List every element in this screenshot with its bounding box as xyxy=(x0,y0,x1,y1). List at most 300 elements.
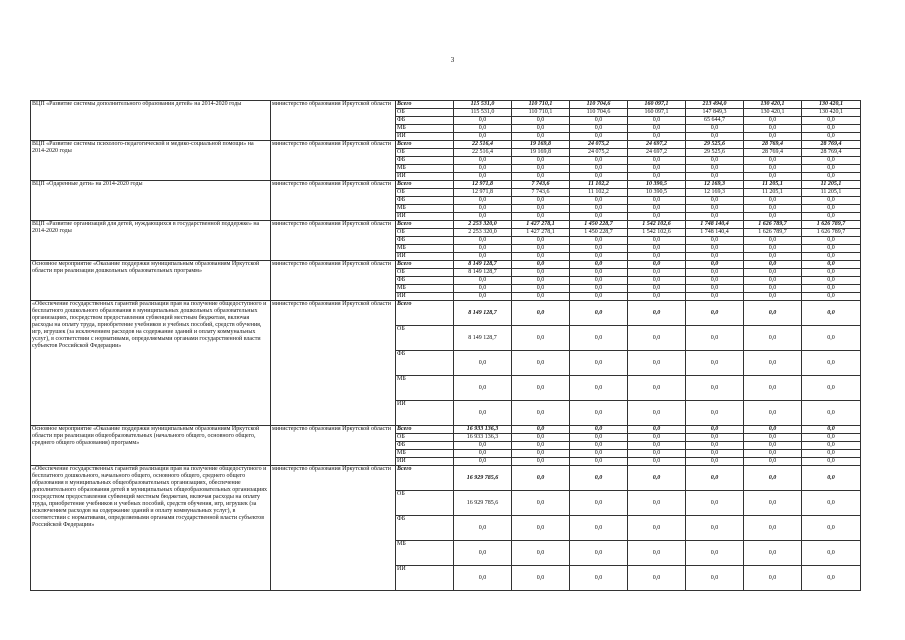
amount-cell: 0,0 xyxy=(744,165,802,173)
amount-cell: 0,0 xyxy=(454,458,512,466)
amount-cell: 0,0 xyxy=(802,269,861,277)
amount-cell: 130 420,1 xyxy=(744,109,802,117)
amount-cell: 0,0 xyxy=(744,125,802,133)
funding-source: Всего xyxy=(396,221,454,229)
funding-source: МБ xyxy=(396,205,454,213)
amount-cell: 0,0 xyxy=(802,426,861,434)
amount-cell: 0,0 xyxy=(512,491,570,516)
amount-cell: 0,0 xyxy=(802,442,861,450)
amount-cell: 19 169,8 xyxy=(512,149,570,157)
amount-cell: 0,0 xyxy=(744,426,802,434)
amount-cell: 0,0 xyxy=(686,197,744,205)
funding-source: ИИ xyxy=(396,566,454,591)
amount-cell: 11 102,2 xyxy=(570,181,628,189)
amount-cell: 0,0 xyxy=(686,245,744,253)
amount-cell: 16 933 136,3 xyxy=(454,434,512,442)
amount-cell: 0,0 xyxy=(454,351,512,376)
amount-cell: 11 205,1 xyxy=(802,189,861,197)
amount-cell: 0,0 xyxy=(512,434,570,442)
funding-source: ОБ xyxy=(396,434,454,442)
amount-cell: 0,0 xyxy=(512,237,570,245)
amount-cell: 0,0 xyxy=(570,173,628,181)
amount-cell: 1 542 102,6 xyxy=(628,229,686,237)
amount-cell: 0,0 xyxy=(744,351,802,376)
amount-cell: 24 697,2 xyxy=(628,149,686,157)
amount-cell: 213 494,0 xyxy=(686,101,744,109)
amount-cell: 0,0 xyxy=(512,117,570,125)
amount-cell: 0,0 xyxy=(512,125,570,133)
amount-cell: 0,0 xyxy=(570,293,628,301)
amount-cell: 0,0 xyxy=(628,277,686,285)
amount-cell: 7 743,6 xyxy=(512,181,570,189)
amount-cell: 0,0 xyxy=(628,351,686,376)
table-row xyxy=(31,101,861,109)
amount-cell: 28 769,4 xyxy=(744,141,802,149)
amount-cell: 0,0 xyxy=(686,426,744,434)
amount-cell: 0,0 xyxy=(454,205,512,213)
amount-cell: 0,0 xyxy=(570,541,628,566)
amount-cell: 24 075,2 xyxy=(570,149,628,157)
amount-cell: 0,0 xyxy=(454,125,512,133)
amount-cell: 0,0 xyxy=(802,237,861,245)
amount-cell: 0,0 xyxy=(686,466,744,491)
amount-cell: 0,0 xyxy=(454,165,512,173)
amount-cell: 0,0 xyxy=(744,401,802,426)
amount-cell: 8 149 128,7 xyxy=(454,301,512,326)
amount-cell: 0,0 xyxy=(570,253,628,261)
amount-cell: 0,0 xyxy=(512,157,570,165)
amount-cell: 1 626 789,7 xyxy=(744,229,802,237)
amount-cell: 0,0 xyxy=(454,245,512,253)
amount-cell: 0,0 xyxy=(570,466,628,491)
amount-cell: 0,0 xyxy=(744,213,802,221)
program-name: ВЦП «Развитие организаций для детей, нуждающихся в государственной поддержке» на 2014-2020 годы xyxy=(31,221,271,261)
program-name: «Обеспечение государственных гарантий реализации прав на получение общедоступного и бесплатного дошкольного образования в муниципальных дошкольных образовательных организациях, посредством предоставления субвенций местным бюджетам, включая расходы на оплату труда, приобретение учебников и учебных пособий, средств обучения, игр, игрушек (за исключением расходов на содержание зданий и оплату коммунальных услуг), в соответствии с нормативами, определяемыми органами государственной власти субъектов Российской Федерации» xyxy=(31,301,271,426)
amount-cell: 0,0 xyxy=(454,566,512,591)
amount-cell: 0,0 xyxy=(802,165,861,173)
amount-cell: 0,0 xyxy=(570,277,628,285)
amount-cell: 0,0 xyxy=(802,466,861,491)
amount-cell: 0,0 xyxy=(454,133,512,141)
amount-cell: 0,0 xyxy=(744,285,802,293)
funding-source: ФБ xyxy=(396,442,454,450)
amount-cell: 0,0 xyxy=(454,237,512,245)
amount-cell: 0,0 xyxy=(744,541,802,566)
amount-cell: 0,0 xyxy=(628,157,686,165)
amount-cell: 0,0 xyxy=(744,566,802,591)
amount-cell: 0,0 xyxy=(628,442,686,450)
funding-source: ФБ xyxy=(396,351,454,376)
amount-cell: 147 849,3 xyxy=(686,109,744,117)
amount-cell: 0,0 xyxy=(454,277,512,285)
amount-cell: 0,0 xyxy=(628,269,686,277)
amount-cell: 0,0 xyxy=(686,133,744,141)
amount-cell: 0,0 xyxy=(512,426,570,434)
funding-source: ИИ xyxy=(396,401,454,426)
amount-cell: 11 102,2 xyxy=(570,189,628,197)
amount-cell: 0,0 xyxy=(454,376,512,401)
amount-cell: 1 542 102,6 xyxy=(628,221,686,229)
amount-cell: 0,0 xyxy=(744,261,802,269)
funding-source: ФБ xyxy=(396,237,454,245)
table-row xyxy=(31,301,861,326)
funding-source: ФБ xyxy=(396,197,454,205)
amount-cell: 0,0 xyxy=(512,205,570,213)
amount-cell: 0,0 xyxy=(512,197,570,205)
amount-cell: 0,0 xyxy=(802,351,861,376)
amount-cell: 0,0 xyxy=(686,401,744,426)
amount-cell: 0,0 xyxy=(570,442,628,450)
amount-cell: 0,0 xyxy=(512,541,570,566)
amount-cell: 0,0 xyxy=(802,197,861,205)
amount-cell: 0,0 xyxy=(512,466,570,491)
amount-cell: 0,0 xyxy=(744,269,802,277)
table-row xyxy=(31,181,861,189)
amount-cell: 16 929 785,6 xyxy=(454,466,512,491)
amount-cell: 0,0 xyxy=(454,285,512,293)
amount-cell: 1 748 140,4 xyxy=(686,221,744,229)
amount-cell: 115 531,0 xyxy=(454,101,512,109)
amount-cell: 130 420,1 xyxy=(744,101,802,109)
funding-source: ОБ xyxy=(396,229,454,237)
amount-cell: 0,0 xyxy=(454,516,512,541)
amount-cell: 0,0 xyxy=(802,293,861,301)
amount-cell: 0,0 xyxy=(744,301,802,326)
amount-cell: 0,0 xyxy=(802,125,861,133)
funding-source: Всего xyxy=(396,426,454,434)
amount-cell: 0,0 xyxy=(512,261,570,269)
amount-cell: 0,0 xyxy=(744,253,802,261)
amount-cell: 0,0 xyxy=(628,376,686,401)
amount-cell: 29 525,6 xyxy=(686,149,744,157)
funding-source: ОБ xyxy=(396,326,454,351)
program-name: Основное мероприятие «Оказание поддержки муниципальным образованиям Иркутской области при реализации дошкольных образовательных программ» xyxy=(31,261,271,301)
amount-cell: 0,0 xyxy=(628,426,686,434)
amount-cell: 0,0 xyxy=(512,133,570,141)
amount-cell: 0,0 xyxy=(628,133,686,141)
amount-cell: 0,0 xyxy=(628,245,686,253)
executor: министерство образования Иркутской области xyxy=(271,426,396,466)
amount-cell: 0,0 xyxy=(686,326,744,351)
amount-cell: 28 769,4 xyxy=(744,149,802,157)
amount-cell: 0,0 xyxy=(802,450,861,458)
amount-cell: 0,0 xyxy=(802,157,861,165)
funding-source: ИИ xyxy=(396,213,454,221)
amount-cell: 130 420,1 xyxy=(802,101,861,109)
program-name: ВЦП «Развитие системы дополнительного образования детей» на 2014-2020 годы xyxy=(31,101,271,141)
amount-cell: 2 253 320,0 xyxy=(454,229,512,237)
amount-cell: 0,0 xyxy=(512,450,570,458)
amount-cell: 0,0 xyxy=(628,205,686,213)
amount-cell: 0,0 xyxy=(802,566,861,591)
amount-cell: 0,0 xyxy=(628,541,686,566)
amount-cell: 110 704,6 xyxy=(570,101,628,109)
amount-cell: 0,0 xyxy=(512,173,570,181)
amount-cell: 0,0 xyxy=(512,269,570,277)
amount-cell: 0,0 xyxy=(570,237,628,245)
amount-cell: 11 205,1 xyxy=(744,181,802,189)
amount-cell: 0,0 xyxy=(686,351,744,376)
amount-cell: 0,0 xyxy=(686,261,744,269)
amount-cell: 0,0 xyxy=(686,442,744,450)
amount-cell: 0,0 xyxy=(802,491,861,516)
amount-cell: 0,0 xyxy=(802,205,861,213)
funding-source: ФБ xyxy=(396,277,454,285)
amount-cell: 0,0 xyxy=(744,293,802,301)
amount-cell: 0,0 xyxy=(454,213,512,221)
amount-cell: 0,0 xyxy=(744,173,802,181)
amount-cell: 0,0 xyxy=(512,285,570,293)
amount-cell: 8 149 128,7 xyxy=(454,326,512,351)
amount-cell: 0,0 xyxy=(512,245,570,253)
amount-cell: 7 743,6 xyxy=(512,189,570,197)
amount-cell: 0,0 xyxy=(628,117,686,125)
amount-cell: 1 626 789,7 xyxy=(802,221,861,229)
amount-cell: 0,0 xyxy=(570,351,628,376)
amount-cell: 0,0 xyxy=(744,133,802,141)
funding-source: МБ xyxy=(396,285,454,293)
amount-cell: 0,0 xyxy=(454,293,512,301)
funding-source: ОБ xyxy=(396,109,454,117)
amount-cell: 0,0 xyxy=(802,173,861,181)
executor: министерство образования Иркутской области xyxy=(271,261,396,301)
amount-cell: 0,0 xyxy=(744,245,802,253)
funding-source: МБ xyxy=(396,450,454,458)
amount-cell: 0,0 xyxy=(744,376,802,401)
amount-cell: 0,0 xyxy=(802,253,861,261)
amount-cell: 0,0 xyxy=(802,516,861,541)
amount-cell: 0,0 xyxy=(802,434,861,442)
funding-source: Всего xyxy=(396,261,454,269)
funding-source: МБ xyxy=(396,541,454,566)
amount-cell: 1 626 789,7 xyxy=(744,221,802,229)
amount-cell: 0,0 xyxy=(570,401,628,426)
amount-cell: 0,0 xyxy=(686,237,744,245)
funding-source: ИИ xyxy=(396,173,454,181)
amount-cell: 0,0 xyxy=(686,157,744,165)
program-name: Основное мероприятие «Оказание поддержки муниципальным образованиям Иркутской области при реализации общеобразовательных (начального общего, основного общего, среднего общего образования) программ» xyxy=(31,426,271,466)
amount-cell: 160 097,1 xyxy=(628,109,686,117)
amount-cell: 0,0 xyxy=(802,326,861,351)
amount-cell: 0,0 xyxy=(512,376,570,401)
amount-cell: 19 169,8 xyxy=(512,141,570,149)
amount-cell: 0,0 xyxy=(628,326,686,351)
amount-cell: 0,0 xyxy=(686,293,744,301)
amount-cell: 16 933 136,3 xyxy=(454,426,512,434)
amount-cell: 0,0 xyxy=(686,516,744,541)
amount-cell: 0,0 xyxy=(454,401,512,426)
funding-source: ОБ xyxy=(396,149,454,157)
amount-cell: 0,0 xyxy=(802,285,861,293)
executor: министерство образования Иркутской области xyxy=(271,466,396,591)
program-name: ВЦП «Развитие системы психолого-педагогической и медико-социальной помощи» на 2014-2020 годы xyxy=(31,141,271,181)
amount-cell: 0,0 xyxy=(686,301,744,326)
amount-cell: 0,0 xyxy=(570,205,628,213)
table-row xyxy=(31,221,861,229)
amount-cell: 0,0 xyxy=(570,450,628,458)
amount-cell: 0,0 xyxy=(512,326,570,351)
amount-cell: 0,0 xyxy=(570,261,628,269)
amount-cell: 0,0 xyxy=(686,434,744,442)
amount-cell: 0,0 xyxy=(628,301,686,326)
amount-cell: 22 516,4 xyxy=(454,141,512,149)
amount-cell: 0,0 xyxy=(454,541,512,566)
amount-cell: 0,0 xyxy=(570,269,628,277)
amount-cell: 0,0 xyxy=(628,253,686,261)
amount-cell: 10 390,5 xyxy=(628,181,686,189)
page-number: 3 xyxy=(450,56,455,64)
amount-cell: 0,0 xyxy=(512,351,570,376)
amount-cell: 28 769,4 xyxy=(802,149,861,157)
amount-cell: 0,0 xyxy=(570,516,628,541)
amount-cell: 110 710,1 xyxy=(512,109,570,117)
amount-cell: 8 149 128,7 xyxy=(454,269,512,277)
amount-cell: 29 525,6 xyxy=(686,141,744,149)
amount-cell: 0,0 xyxy=(744,205,802,213)
funding-source: ФБ xyxy=(396,157,454,165)
table-row xyxy=(31,141,861,149)
amount-cell: 0,0 xyxy=(570,285,628,293)
amount-cell: 0,0 xyxy=(802,401,861,426)
amount-cell: 12 169,3 xyxy=(686,181,744,189)
amount-cell: 0,0 xyxy=(512,301,570,326)
amount-cell: 24 075,2 xyxy=(570,141,628,149)
amount-cell: 0,0 xyxy=(454,117,512,125)
amount-cell: 0,0 xyxy=(802,458,861,466)
amount-cell: 0,0 xyxy=(686,173,744,181)
amount-cell: 0,0 xyxy=(744,442,802,450)
amount-cell: 0,0 xyxy=(744,237,802,245)
amount-cell: 0,0 xyxy=(454,197,512,205)
amount-cell: 0,0 xyxy=(570,301,628,326)
amount-cell: 16 929 785,6 xyxy=(454,491,512,516)
amount-cell: 24 697,2 xyxy=(628,141,686,149)
amount-cell: 0,0 xyxy=(744,466,802,491)
executor: министерство образования Иркутской области xyxy=(271,301,396,426)
amount-cell: 0,0 xyxy=(570,117,628,125)
amount-cell: 0,0 xyxy=(512,516,570,541)
amount-cell: 0,0 xyxy=(454,173,512,181)
amount-cell: 0,0 xyxy=(802,376,861,401)
amount-cell: 0,0 xyxy=(686,458,744,466)
amount-cell: 0,0 xyxy=(744,197,802,205)
amount-cell: 0,0 xyxy=(512,213,570,221)
amount-cell: 0,0 xyxy=(454,450,512,458)
funding-source: ОБ xyxy=(396,269,454,277)
amount-cell: 0,0 xyxy=(686,450,744,458)
amount-cell: 0,0 xyxy=(570,245,628,253)
amount-cell: 0,0 xyxy=(802,245,861,253)
amount-cell: 0,0 xyxy=(802,261,861,269)
budget-table xyxy=(30,100,861,591)
funding-source: Всего xyxy=(396,141,454,149)
funding-source: Всего xyxy=(396,181,454,189)
program-name: «Обеспечение государственных гарантий реализации прав на получение общедоступного и бесплатного дошкольного, начального общего, основного общего, среднего общего образования в муниципальных общеобразовательных организациях, обеспечение дополнительного образования детей в муниципальных общеобразовательных организациях посредством предоставления субвенций местным бюджетам, включая расходы на оплату труда, приобретение учебников и учебных пособий, средств обучения, игр, игрушек (за исключением расходов на содержание зданий и оплату коммунальных услуг), в соответствии с нормативами, определяемыми органами государственной власти субъектов Российской Федерации» xyxy=(31,466,271,591)
program-name: ВЦП «Одаренные дети» на 2014-2020 годы xyxy=(31,181,271,221)
amount-cell: 0,0 xyxy=(628,261,686,269)
amount-cell: 0,0 xyxy=(628,401,686,426)
amount-cell: 0,0 xyxy=(686,205,744,213)
amount-cell: 0,0 xyxy=(570,491,628,516)
amount-cell: 0,0 xyxy=(454,253,512,261)
funding-source: ФБ xyxy=(396,117,454,125)
amount-cell: 0,0 xyxy=(570,133,628,141)
amount-cell: 0,0 xyxy=(744,516,802,541)
funding-source: ИИ xyxy=(396,458,454,466)
funding-source: ОБ xyxy=(396,189,454,197)
amount-cell: 0,0 xyxy=(744,326,802,351)
amount-cell: 0,0 xyxy=(454,442,512,450)
amount-cell: 0,0 xyxy=(512,458,570,466)
amount-cell: 0,0 xyxy=(628,458,686,466)
amount-cell: 0,0 xyxy=(570,125,628,133)
amount-cell: 0,0 xyxy=(570,213,628,221)
amount-cell: 10 390,5 xyxy=(628,189,686,197)
amount-cell: 12 971,8 xyxy=(454,181,512,189)
amount-cell: 0,0 xyxy=(454,157,512,165)
amount-cell: 0,0 xyxy=(512,253,570,261)
amount-cell: 110 710,1 xyxy=(512,101,570,109)
funding-source: МБ xyxy=(396,165,454,173)
amount-cell: 0,0 xyxy=(802,277,861,285)
funding-source: ИИ xyxy=(396,293,454,301)
amount-cell: 0,0 xyxy=(570,458,628,466)
amount-cell: 0,0 xyxy=(628,491,686,516)
amount-cell: 2 253 320,0 xyxy=(454,221,512,229)
amount-cell: 0,0 xyxy=(744,434,802,442)
amount-cell: 0,0 xyxy=(512,277,570,285)
funding-source: ИИ xyxy=(396,133,454,141)
funding-source: ИИ xyxy=(396,253,454,261)
amount-cell: 0,0 xyxy=(686,165,744,173)
amount-cell: 0,0 xyxy=(570,197,628,205)
amount-cell: 0,0 xyxy=(686,491,744,516)
amount-cell: 0,0 xyxy=(628,213,686,221)
amount-cell: 0,0 xyxy=(628,516,686,541)
amount-cell: 0,0 xyxy=(628,450,686,458)
amount-cell: 0,0 xyxy=(628,566,686,591)
amount-cell: 0,0 xyxy=(686,253,744,261)
amount-cell: 160 097,1 xyxy=(628,101,686,109)
amount-cell: 0,0 xyxy=(802,541,861,566)
amount-cell: 0,0 xyxy=(628,434,686,442)
amount-cell: 0,0 xyxy=(686,566,744,591)
amount-cell: 0,0 xyxy=(570,376,628,401)
amount-cell: 0,0 xyxy=(570,426,628,434)
amount-cell: 12 169,3 xyxy=(686,189,744,197)
funding-source: Всего xyxy=(396,466,454,491)
amount-cell: 0,0 xyxy=(512,293,570,301)
amount-cell: 0,0 xyxy=(570,165,628,173)
amount-cell: 0,0 xyxy=(744,450,802,458)
table-row xyxy=(31,426,861,434)
funding-source: Всего xyxy=(396,301,454,326)
amount-cell: 0,0 xyxy=(512,165,570,173)
amount-cell: 0,0 xyxy=(628,197,686,205)
executor: министерство образования Иркутской области xyxy=(271,181,396,221)
amount-cell: 1 450 228,7 xyxy=(570,221,628,229)
amount-cell: 0,0 xyxy=(686,269,744,277)
amount-cell: 0,0 xyxy=(686,376,744,401)
amount-cell: 0,0 xyxy=(628,173,686,181)
amount-cell: 0,0 xyxy=(802,133,861,141)
amount-cell: 0,0 xyxy=(744,157,802,165)
amount-cell: 0,0 xyxy=(802,213,861,221)
amount-cell: 0,0 xyxy=(628,125,686,133)
amount-cell: 1 427 278,1 xyxy=(512,221,570,229)
amount-cell: 1 748 140,4 xyxy=(686,229,744,237)
executor: министерство образования Иркутской области xyxy=(271,101,396,141)
